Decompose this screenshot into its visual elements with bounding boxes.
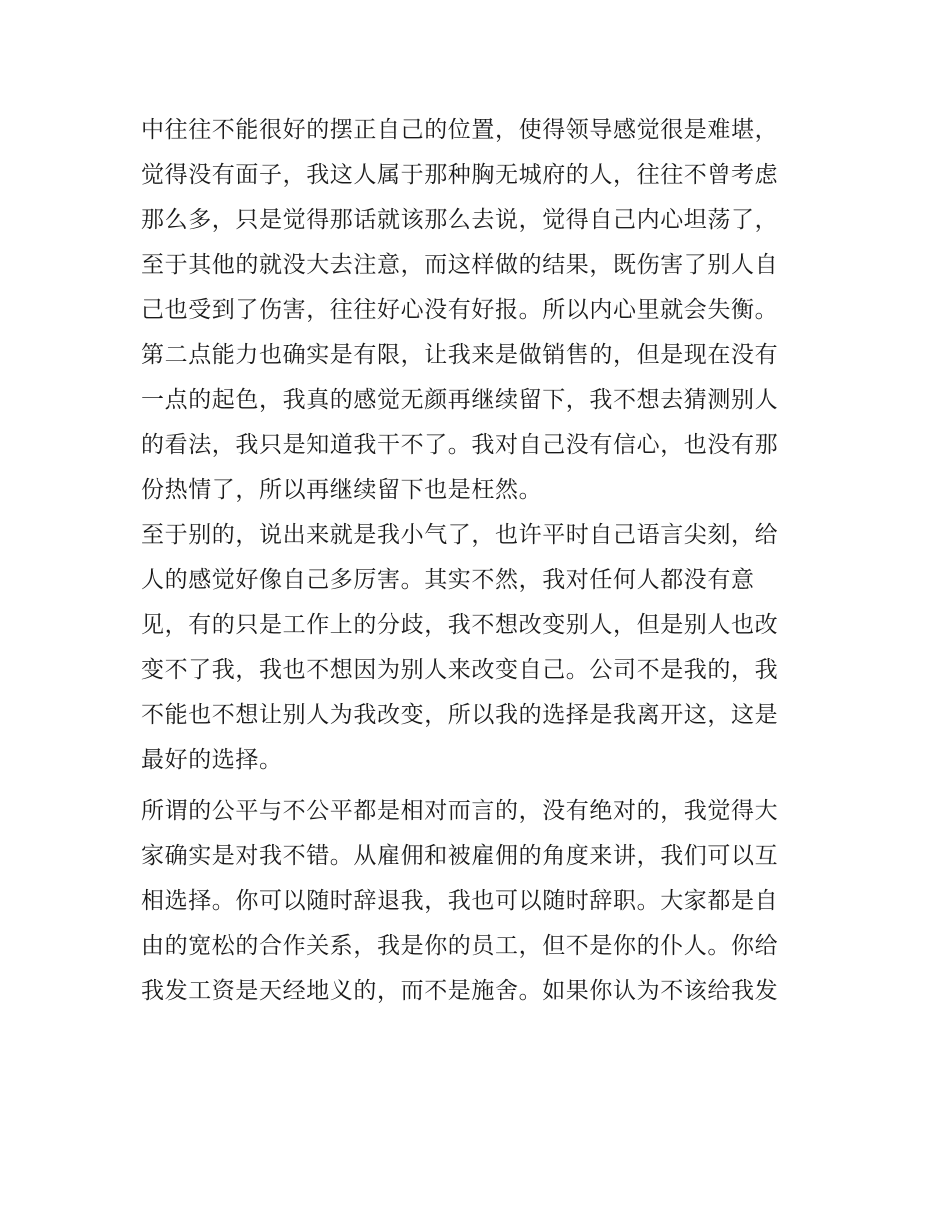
text-line: 份热情了，所以再继续留下也是枉然。 xyxy=(141,477,543,503)
text-line: 见，有的只是工作上的分歧，我不想改变别人，但是别人也改 xyxy=(141,612,779,638)
paragraph-3 xyxy=(141,513,821,783)
text-line: 的看法，我只是知道我干不了。我对自己没有信心，也没有那 xyxy=(141,432,779,458)
text-line: 变不了我，我也不想因为别人来改变自己。公司不是我的，我 xyxy=(141,657,779,683)
text-line: 最好的选择。 xyxy=(141,747,283,773)
paragraph-1 xyxy=(141,108,821,333)
text-line: 己也受到了伤害，往往好心没有好报。所以内心里就会失衡。 xyxy=(141,297,779,323)
text-line: 一点的起色，我真的感觉无颜再继续留下，我不想去猜测别人 xyxy=(141,387,779,413)
text-line: 那么多，只是觉得那话就该那么去说，觉得自己内心坦荡了， xyxy=(141,207,779,233)
text-line: 中往往不能很好的摆正自己的位置，使得领导感觉很是难堪， xyxy=(141,117,779,143)
text-line: 至于别的，说出来就是我小气了，也许平时自己语言尖刻，给 xyxy=(141,522,779,548)
text-line: 至于其他的就没大去注意，而这样做的结果，既伤害了别人自 xyxy=(141,252,779,278)
text-line: 家确实是对我不错。从雇佣和被雇佣的角度来讲，我们可以互 xyxy=(141,843,779,869)
text-line: 所谓的公平与不公平都是相对而言的，没有绝对的，我觉得大 xyxy=(141,798,779,824)
document-body xyxy=(141,108,821,1014)
text-line: 不能也不想让别人为我改变，所以我的选择是我离开这，这是 xyxy=(141,702,779,728)
text-line: 由的宽松的合作关系，我是你的员工，但不是你的仆人。你给 xyxy=(141,933,779,959)
paragraph-4 xyxy=(141,789,821,1014)
paragraph-2 xyxy=(141,333,821,513)
text-line: 人的感觉好像自己多厉害。其实不然，我对任何人都没有意 xyxy=(141,567,755,593)
text-line: 第二点能力也确实是有限，让我来是做销售的，但是现在没有 xyxy=(141,342,779,368)
text-line: 觉得没有面子，我这人属于那种胸无城府的人，往往不曾考虑 xyxy=(141,162,779,188)
text-line: 相选择。你可以随时辞退我，我也可以随时辞职。大家都是自 xyxy=(141,888,779,914)
text-line: 我发工资是天经地义的，而不是施舍。如果你认为不该给我发 xyxy=(141,978,779,1004)
